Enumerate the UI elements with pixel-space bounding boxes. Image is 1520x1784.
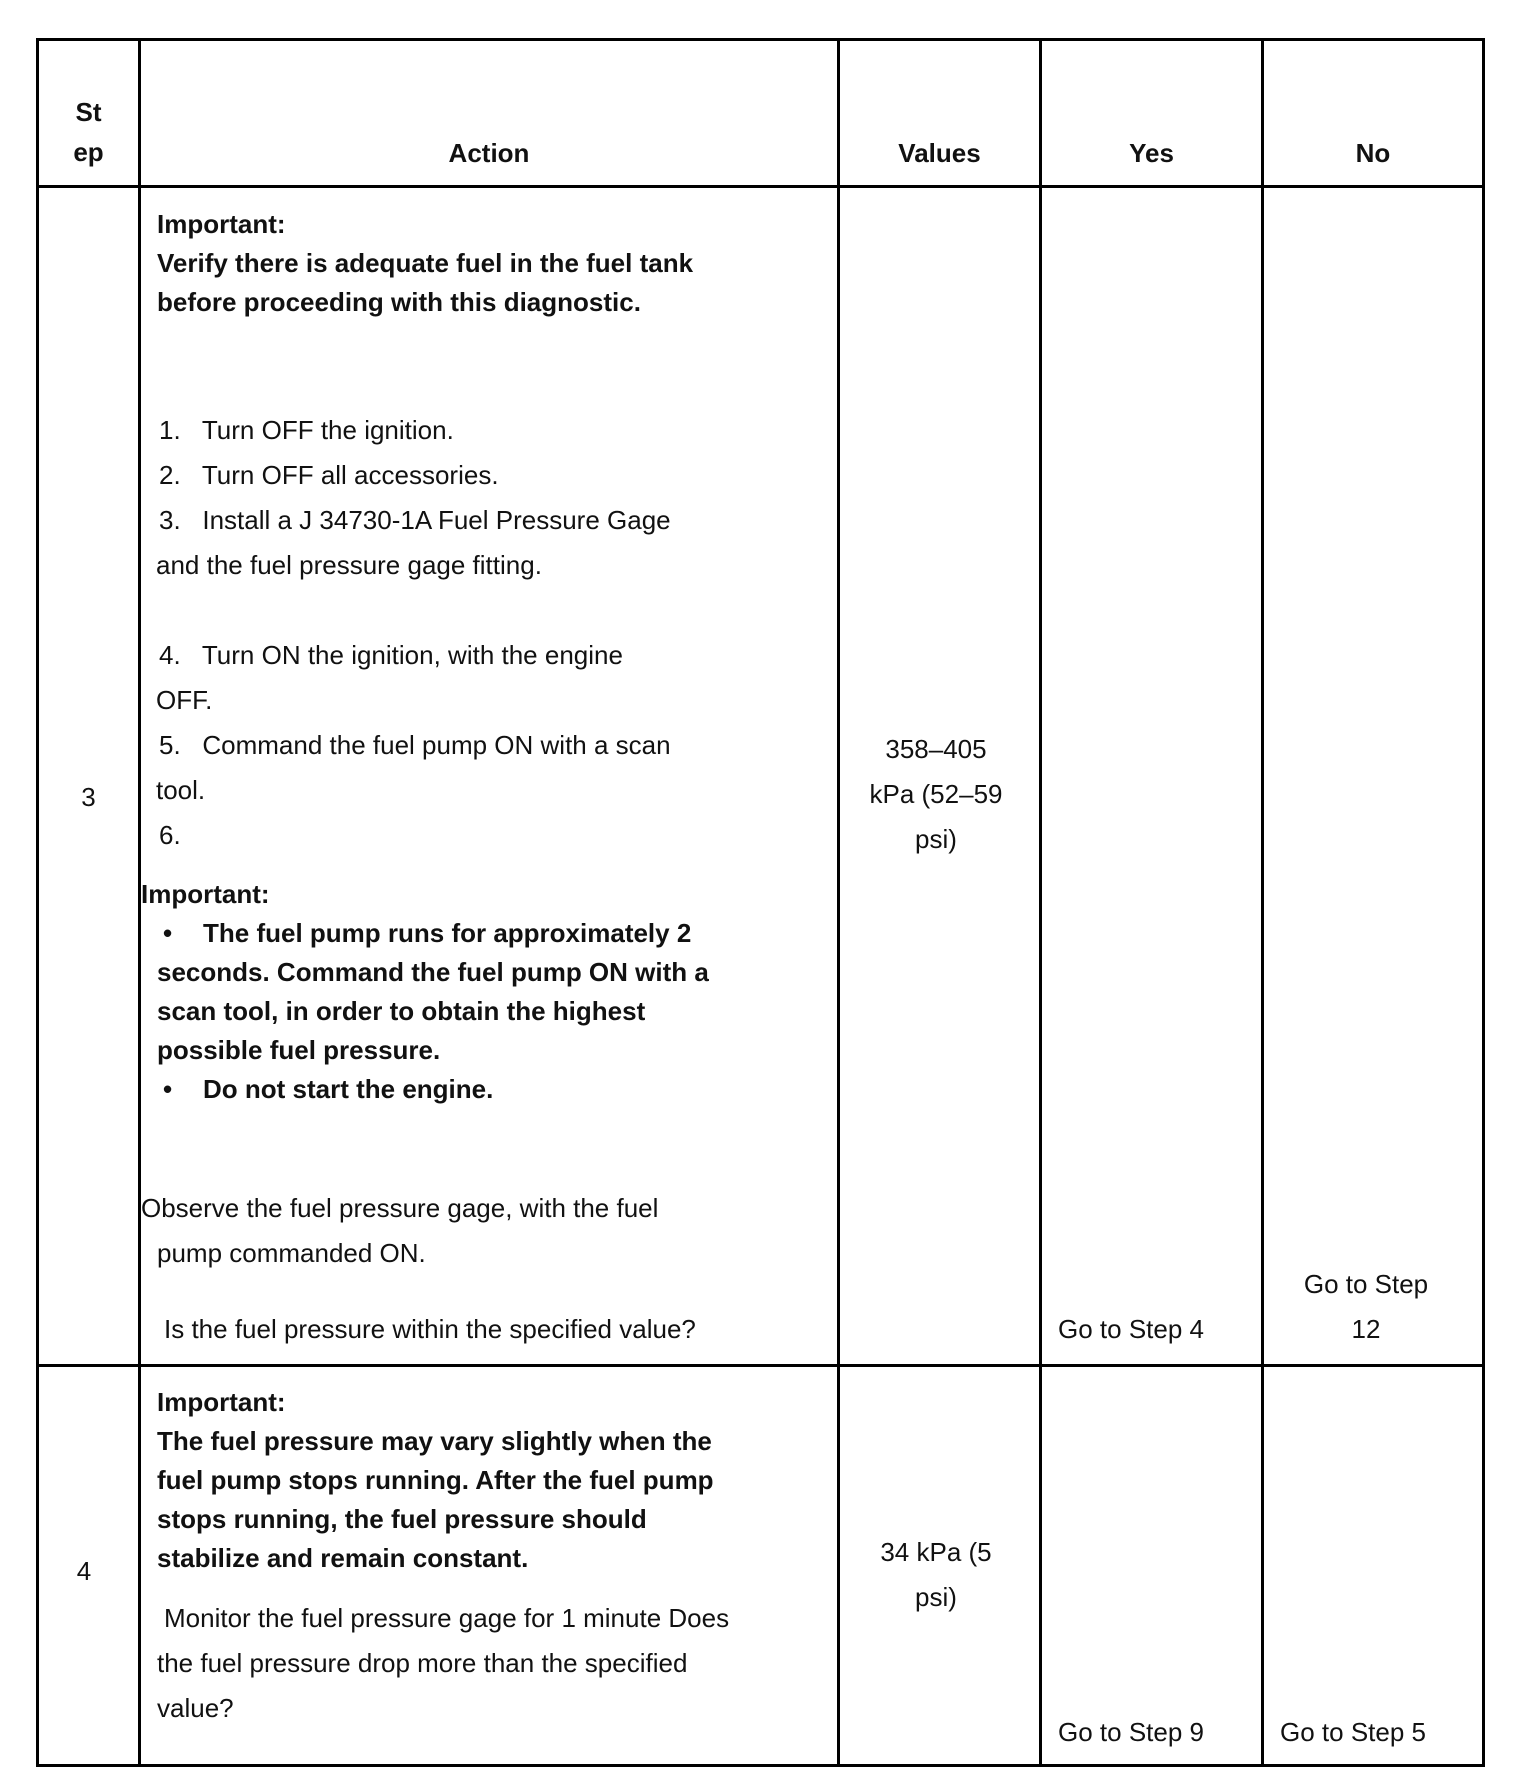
important-line: stabilize and remain constant. (157, 1543, 529, 1573)
no-line: 12 (1351, 1314, 1381, 1344)
column-divider (1261, 38, 1264, 1767)
step-3-number: 3 (81, 782, 96, 812)
important-label: Important: (157, 209, 286, 239)
header-yes-label: Yes (1129, 138, 1174, 168)
step-4-action (157, 1596, 827, 1731)
important-line: fuel pump stops running. After the fuel pump (157, 1465, 714, 1495)
value-line: 358–405 (885, 734, 987, 764)
step-4-important (157, 1383, 827, 1578)
no-line: Go to Step (1303, 1269, 1429, 1299)
row-divider (36, 1364, 1485, 1367)
step-4-values (840, 1530, 1032, 1620)
bullet-icon: • (163, 1074, 173, 1104)
list-number: 1. (159, 415, 181, 445)
list-text: Command the fuel pump ON with a scan (202, 730, 671, 760)
step-3-important (157, 205, 827, 322)
step-3-values (840, 727, 1032, 862)
header-step-line2: ep (73, 137, 104, 167)
step-4-yes: Go to Step 9 (1058, 1717, 1204, 1747)
diagnostic-table (36, 38, 1485, 1767)
list-item (159, 813, 829, 858)
action-line: Monitor the fuel pressure gage for 1 minute Does (164, 1603, 730, 1633)
value-line: psi) (915, 1582, 957, 1612)
bullet-continuation: possible fuel pressure. (157, 1035, 441, 1065)
bullet-continuation: seconds. Command the fuel pump ON with a (157, 957, 709, 987)
bullet-continuation: scan tool, in order to obtain the highest (157, 996, 646, 1026)
list-item (159, 408, 829, 453)
step-3-observe (141, 1186, 831, 1276)
action-line: the fuel pressure drop more than the specified (157, 1648, 688, 1678)
column-divider (1039, 38, 1042, 1767)
table-border-right (1482, 38, 1485, 1767)
step-3-numbered-list (156, 408, 829, 858)
header-values (840, 41, 1039, 185)
important-label: Important: (141, 879, 270, 909)
observe-line: pump commanded ON. (157, 1238, 426, 1268)
step-3-important-notes (141, 875, 831, 1109)
header-values-label: Values (898, 138, 981, 168)
list-item (159, 453, 829, 498)
important-line: before proceeding with this diagnostic. (157, 287, 641, 317)
list-text: Install a J 34730-1A Fuel Pressure Gage (202, 505, 671, 535)
bullet-item (141, 914, 831, 1070)
list-number: 3. (159, 505, 181, 535)
value-line: psi) (915, 824, 957, 854)
list-number: 6. (159, 820, 181, 850)
bullet-icon: • (163, 918, 173, 948)
header-no (1264, 41, 1482, 185)
header-action (141, 41, 837, 185)
header-step (39, 41, 138, 185)
list-number: 4. (159, 640, 181, 670)
list-item (159, 723, 829, 768)
list-item (159, 633, 829, 678)
list-item (159, 498, 829, 543)
value-line: kPa (52–59 (869, 779, 1003, 809)
table-border-bottom (36, 1764, 1485, 1767)
bullet-item (141, 1070, 831, 1109)
step-4-number: 4 (76, 1556, 92, 1586)
header-no-label: No (1355, 138, 1391, 168)
bullet-text: The fuel pump runs for approximately 2 (203, 918, 692, 948)
important-line: stops running, the fuel pressure should (157, 1504, 647, 1534)
step-3-no (1264, 1262, 1468, 1352)
action-line: value? (157, 1693, 234, 1723)
column-divider (837, 38, 840, 1767)
list-continuation: and the fuel pressure gage fitting. (156, 550, 542, 580)
header-divider (36, 185, 1485, 188)
header-step-line1: St (75, 97, 102, 127)
important-line: Verify there is adequate fuel in the fuel tank (157, 248, 694, 278)
table-border-left (36, 38, 39, 1767)
header-action-label: Action (448, 138, 530, 168)
list-text: Turn OFF all accessories. (201, 460, 499, 490)
step-4-no: Go to Step 5 (1280, 1717, 1426, 1747)
list-number: 2. (159, 460, 181, 490)
list-continuation: OFF. (156, 685, 213, 715)
bullet-text: Do not start the engine. (203, 1074, 494, 1104)
list-text: Turn OFF the ignition. (201, 415, 454, 445)
list-number: 5. (159, 730, 181, 760)
step-3-yes: Go to Step 4 (1058, 1314, 1204, 1344)
important-label: Important: (157, 1387, 286, 1417)
value-line: 34 kPa (5 (880, 1537, 992, 1567)
list-continuation: tool. (156, 775, 206, 805)
important-line: The fuel pressure may vary slightly when the (157, 1426, 712, 1456)
header-yes (1042, 41, 1261, 185)
step-3-question: Is the fuel pressure within the specified value? (164, 1314, 696, 1344)
observe-line: Observe the fuel pressure gage, with the fuel (141, 1193, 659, 1223)
list-text: Turn ON the ignition, with the engine (201, 640, 623, 670)
